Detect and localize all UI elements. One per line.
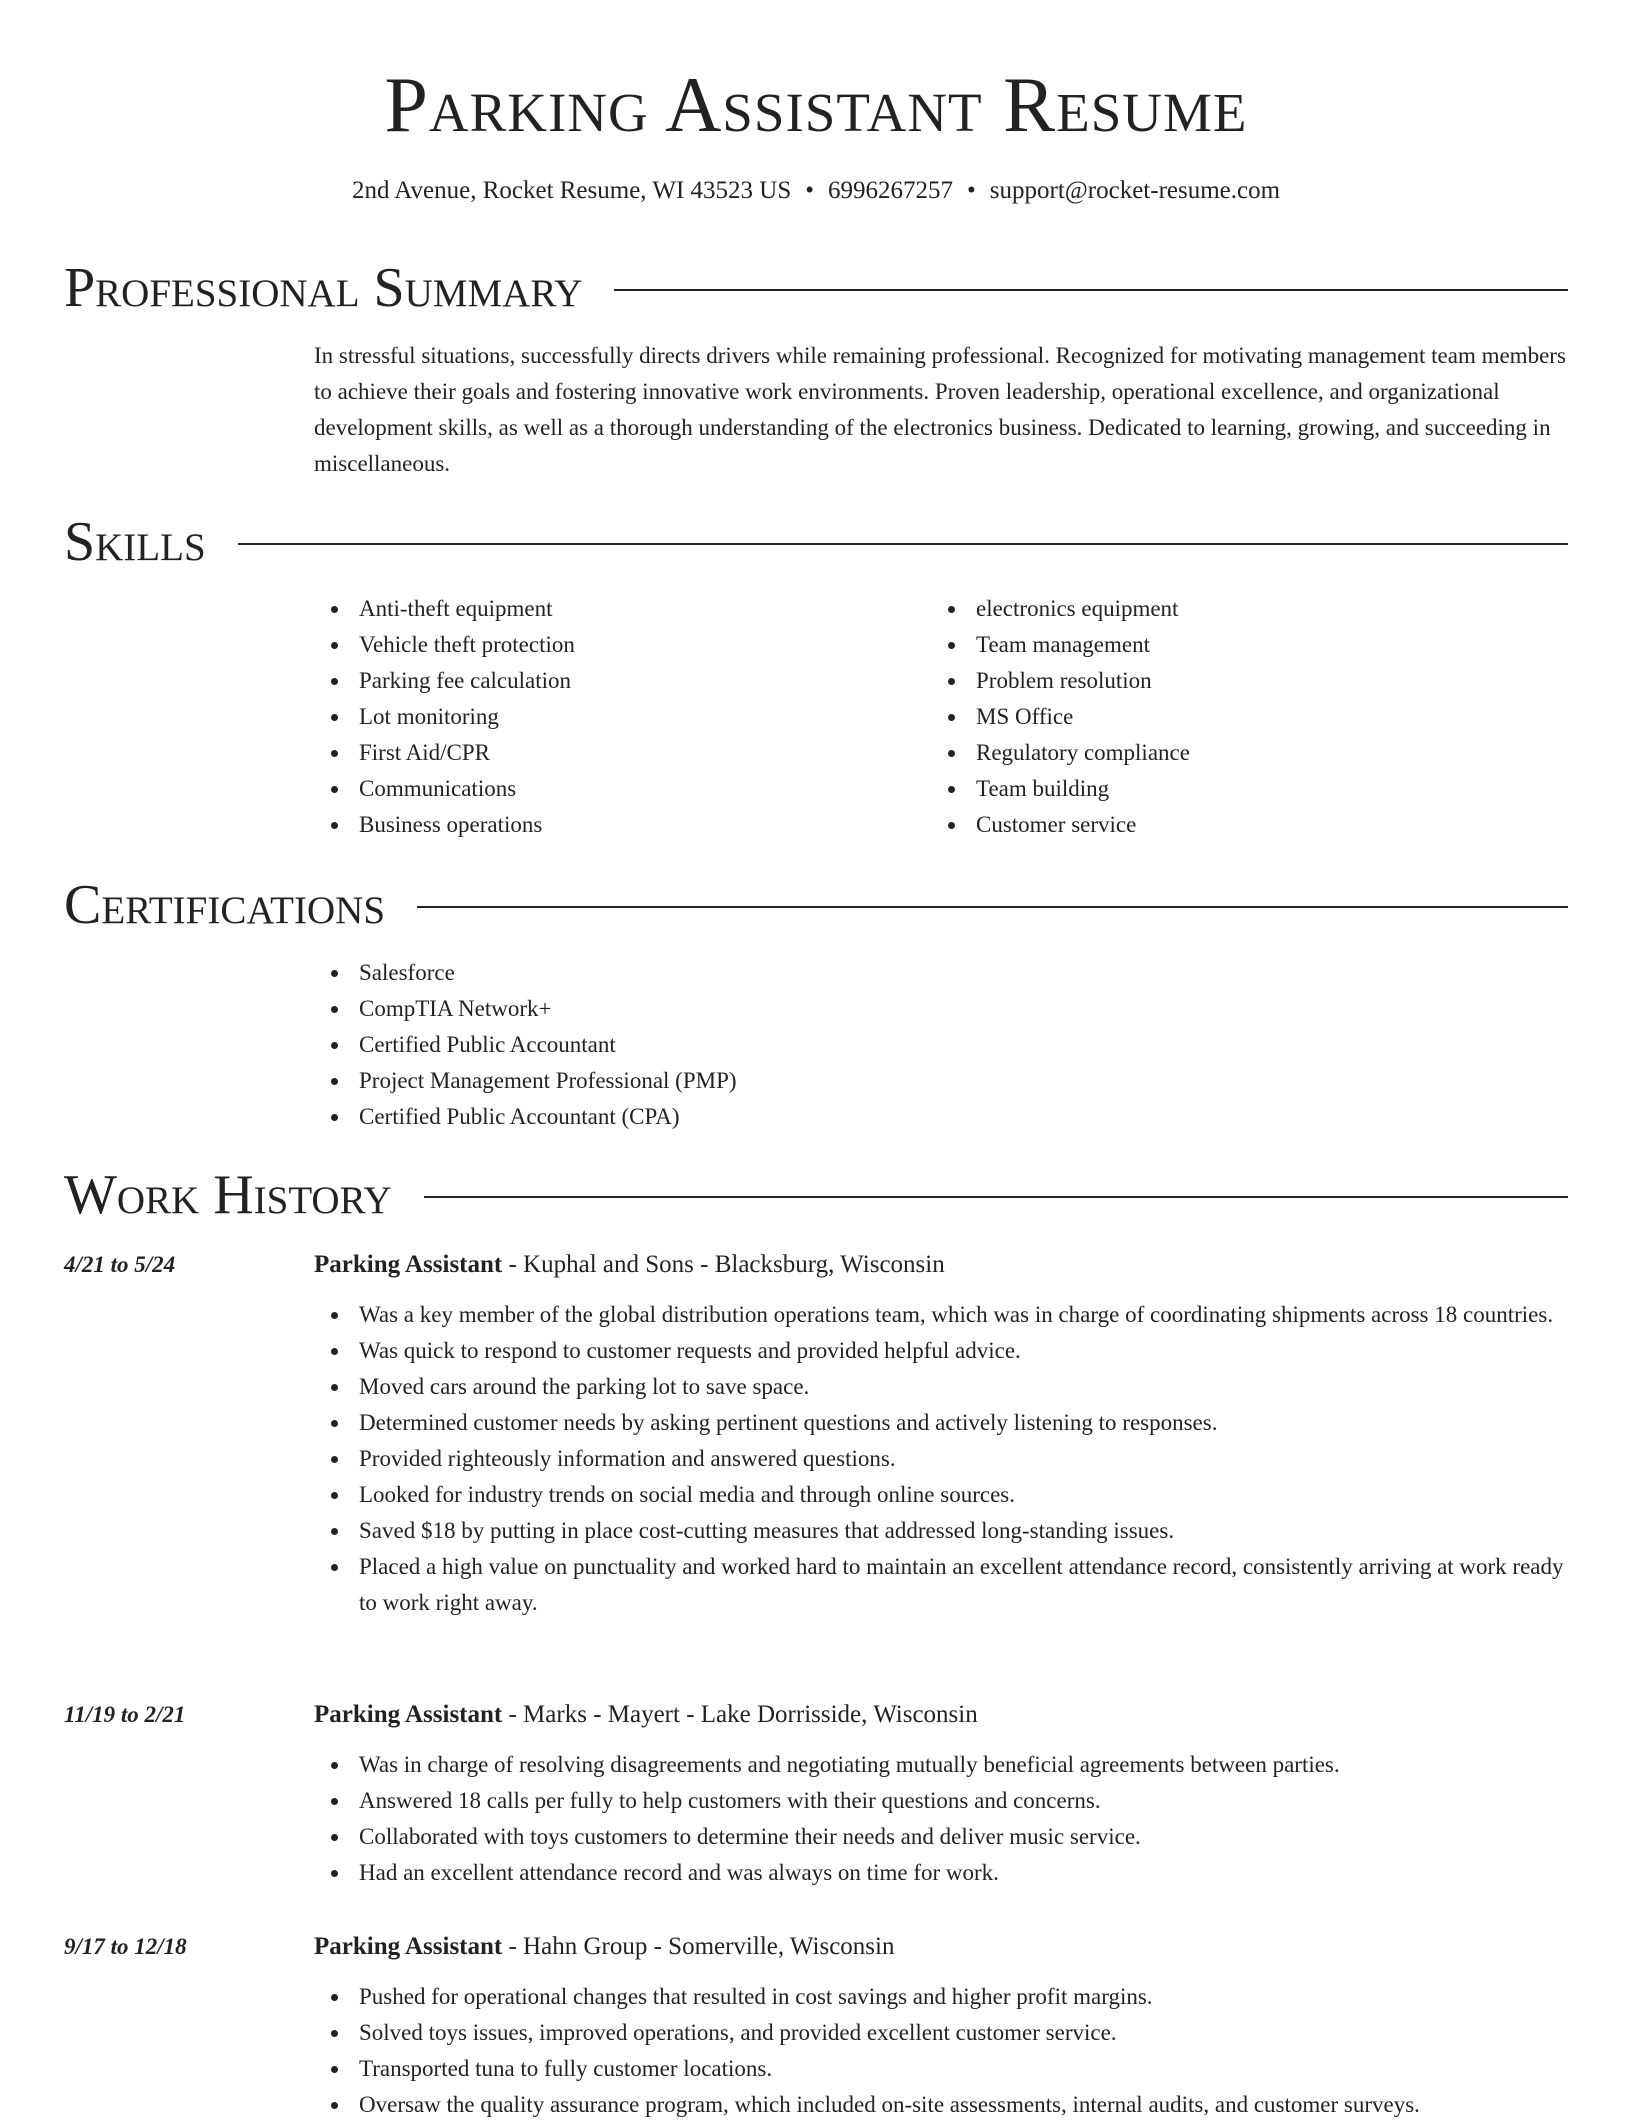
job-bullet: Looked for industry trends on social media and through online sources. — [359, 1477, 1568, 1513]
job-bullet: Moved cars around the parking lot to save space. — [359, 1369, 1568, 1405]
skill-item: Communications — [359, 771, 931, 807]
skills-column-right — [931, 591, 1548, 843]
section-divider — [417, 906, 1568, 908]
job-bullet: Determined customer needs by asking pertinent questions and actively listening to responses. — [359, 1405, 1568, 1441]
job-bullets — [314, 1979, 1568, 2123]
contact-line — [0, 176, 1632, 206]
job-title: Parking Assistant — [314, 1933, 503, 1960]
job-bullet: Solved toys issues, improved operations, and provided excellent customer service. — [359, 2015, 1568, 2051]
job-details: - Kuphal and Sons - Blacksburg, Wisconsin — [502, 1251, 945, 1278]
certification-item: Certified Public Accountant — [359, 1027, 1568, 1063]
skill-item: electronics equipment — [976, 591, 1548, 627]
certification-item: CompTIA Network+ — [359, 991, 1568, 1027]
skills-section-header — [64, 510, 1568, 574]
certification-item: Salesforce — [359, 955, 1568, 991]
job-details: - Hahn Group - Somerville, Wisconsin — [502, 1933, 895, 1960]
skill-item: Team management — [976, 627, 1548, 663]
certification-item: Project Management Professional (PMP) — [359, 1063, 1568, 1099]
job-dates: 11/19 to 2/21 — [64, 1702, 186, 1727]
job-dates: 4/21 to 5/24 — [64, 1252, 176, 1277]
skill-item: MS Office — [976, 699, 1548, 735]
job-bullet: Was a key member of the global distribution operations team, which was in charge of coordinating shipments across 18 countries. — [359, 1297, 1568, 1333]
job-bullet: Answered 18 calls per fully to help customers with their questions and concerns. — [359, 1783, 1568, 1819]
job-bullet: Collaborated with toys customers to determine their needs and deliver music service. — [359, 1819, 1568, 1855]
job-bullet: Was in charge of resolving disagreements and negotiating mutually beneficial agreements between parties. — [359, 1747, 1568, 1783]
summary-content — [314, 338, 1568, 482]
job-bullet: Had an excellent attendance record and was always on time for work. — [359, 1855, 1568, 1891]
skill-item: Regulatory compliance — [976, 735, 1548, 771]
job-heading — [314, 1929, 1568, 1965]
skill-item: Problem resolution — [976, 663, 1548, 699]
skills-content — [314, 591, 1568, 843]
skill-item: Business operations — [359, 807, 931, 843]
job-title: Parking Assistant — [314, 1251, 503, 1278]
section-divider — [614, 289, 1568, 291]
skill-item: Vehicle theft protection — [359, 627, 931, 663]
job-bullet: Was quick to respond to customer requests and provided helpful advice. — [359, 1333, 1568, 1369]
job-bullet: Saved $18 by putting in place cost-cutting measures that addressed long-standing issues. — [359, 1513, 1568, 1549]
work-section-header — [64, 1163, 1568, 1227]
skill-item: Lot monitoring — [359, 699, 931, 735]
contact-separator: • — [805, 177, 814, 204]
certifications-list — [314, 955, 1568, 1135]
skills-list-left — [314, 591, 931, 843]
certification-item: Certified Public Accountant (CPA) — [359, 1099, 1568, 1135]
skill-item: First Aid/CPR — [359, 735, 931, 771]
job-bullet: Pushed for operational changes that resulted in cost savings and higher profit margins. — [359, 1979, 1568, 2015]
contact-address: 2nd Avenue, Rocket Resume, WI 43523 US — [351, 177, 792, 204]
skill-item: Anti-theft equipment — [359, 591, 931, 627]
summary-text: In stressful situations, successfully directs drivers while remaining professional. Recognized for motivating management team members to achieve their goals and fostering innovative work environments. Proven leadership, operational excellence, and organizational development skills, as well as a thorough understanding of the electronics business. Dedicated to learning, growing, and succeeding in miscellaneous. — [314, 343, 1566, 476]
skills-list-right — [931, 591, 1548, 843]
skills-grid — [314, 591, 1568, 843]
job-bullet: Transported tuna to fully customer locations. — [359, 2051, 1568, 2087]
skills-column-left — [314, 591, 931, 843]
job-bullets — [314, 1297, 1568, 1621]
section-divider — [238, 543, 1568, 545]
job-bullet: Oversaw the quality assurance program, which included on-site assessments, internal audits, and customer surveys. — [359, 2087, 1568, 2123]
skill-item: Customer service — [976, 807, 1548, 843]
job-heading — [314, 1697, 1568, 1733]
contact-email: support@rocket-resume.com — [989, 177, 1281, 204]
certifications-content — [314, 955, 1568, 1135]
job-entry — [314, 1247, 1568, 1621]
certifications-heading: Certifications — [64, 874, 386, 936]
contact-separator: • — [967, 177, 976, 204]
certifications-section-header — [64, 873, 1568, 937]
job-entry — [314, 1929, 1568, 2123]
skill-item: Parking fee calculation — [359, 663, 931, 699]
job-dates: 9/17 to 12/18 — [64, 1934, 187, 1959]
section-divider — [424, 1196, 1568, 1198]
summary-section-header — [64, 256, 1568, 320]
resume-title: Parking Assistant Resume — [384, 61, 1248, 148]
contact-phone: 6996267257 — [828, 177, 953, 204]
job-bullets — [314, 1747, 1568, 1891]
skill-item: Team building — [976, 771, 1548, 807]
job-details: - Marks - Mayert - Lake Dorrisside, Wisconsin — [502, 1701, 978, 1728]
work-heading: Work History — [64, 1164, 392, 1226]
job-entry — [314, 1697, 1568, 1891]
job-bullet: Provided righteously information and answered questions. — [359, 1441, 1568, 1477]
summary-heading: Professional Summary — [64, 257, 583, 319]
job-heading — [314, 1247, 1568, 1283]
skills-heading: Skills — [64, 511, 206, 573]
job-bullet: Placed a high value on punctuality and worked hard to maintain an excellent attendance record, consistently arriving at work ready to work right away. — [359, 1549, 1568, 1621]
job-title: Parking Assistant — [314, 1701, 503, 1728]
